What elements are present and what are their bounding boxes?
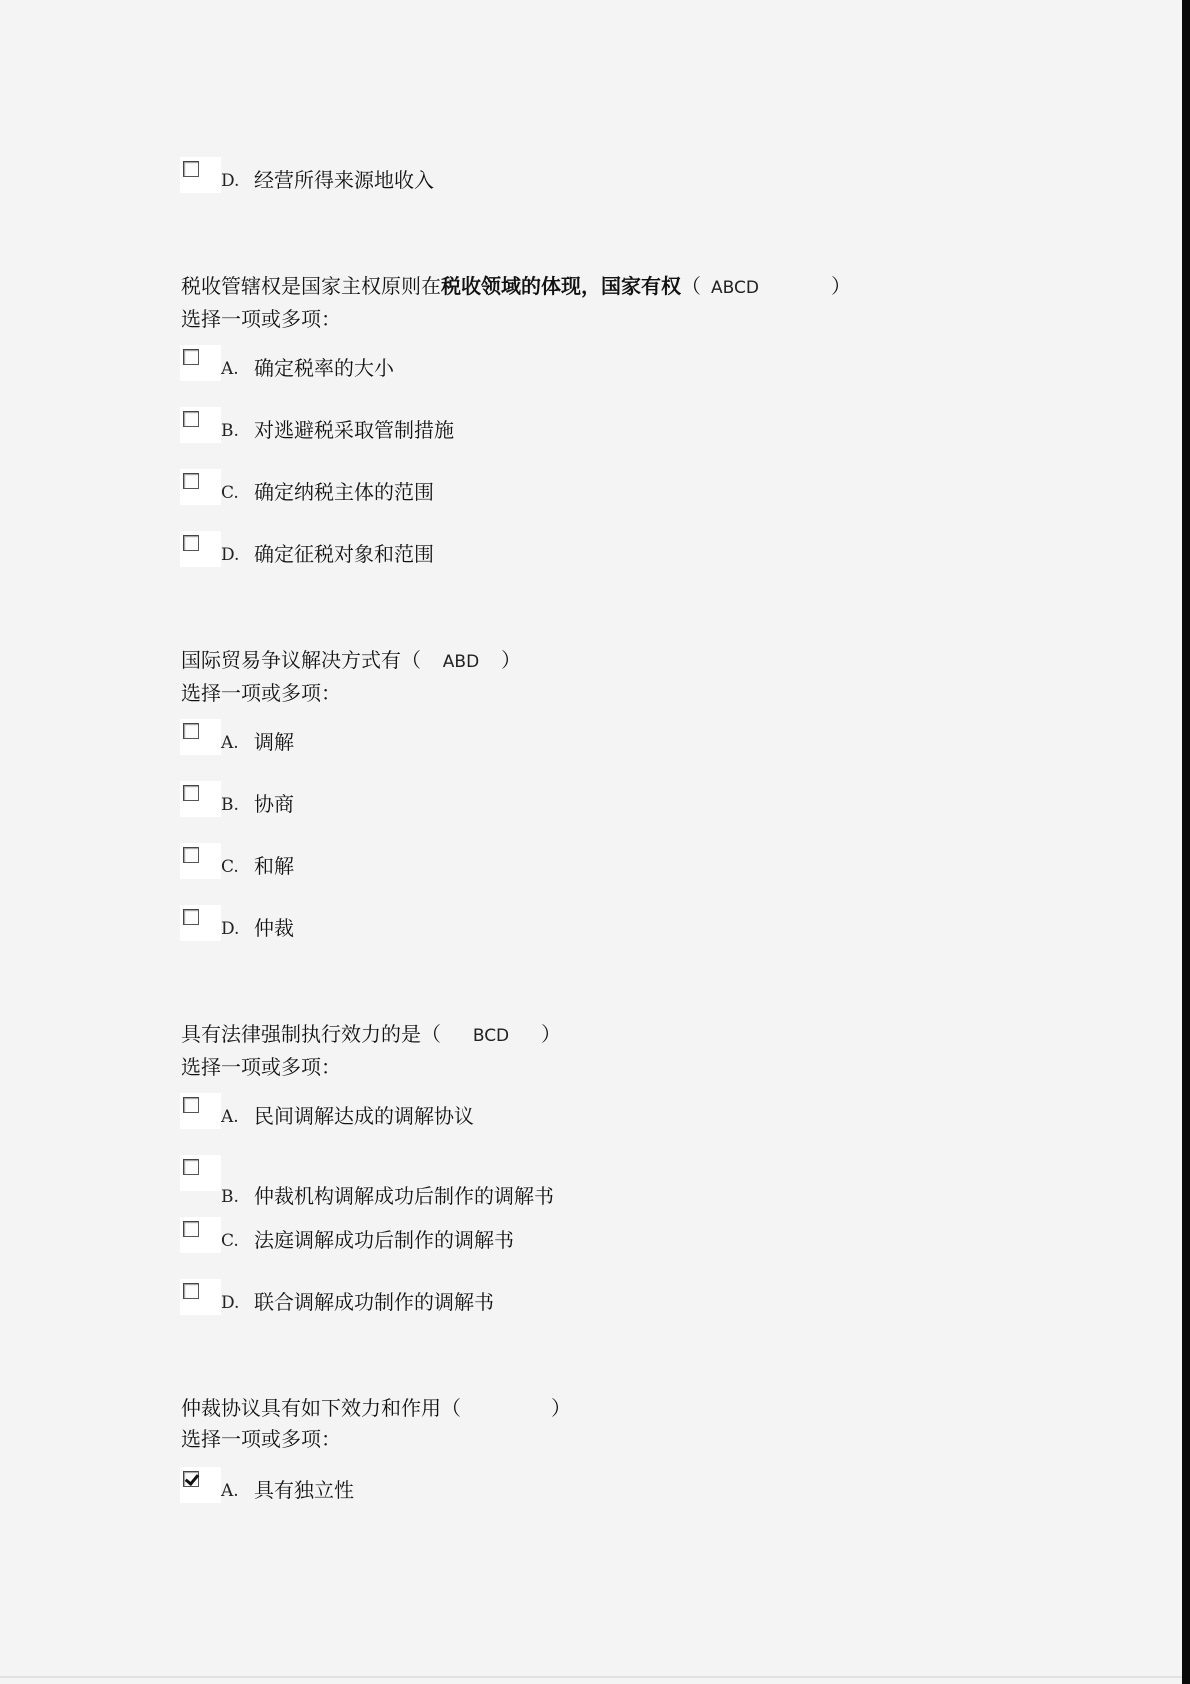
- option-label: 经营所得来源地收入: [254, 168, 434, 192]
- checkbox[interactable]: [183, 847, 199, 863]
- option-label: 协商: [254, 792, 294, 816]
- checkbox-cell: [180, 905, 221, 941]
- option-q1-d[interactable]: [180, 531, 880, 569]
- option-letter: C.: [221, 483, 239, 503]
- option-label: 对逃避税采取管制措施: [254, 418, 454, 442]
- checkbox-cell: [180, 157, 221, 193]
- checkbox-cell: [180, 781, 221, 817]
- option-letter: C.: [221, 1231, 239, 1251]
- checkbox[interactable]: [183, 161, 199, 177]
- question-4: [181, 1393, 941, 1455]
- question-text-part: 税收管辖权是国家主权原则在: [181, 274, 441, 298]
- option-q4-a[interactable]: [180, 1467, 880, 1505]
- checkbox-cell: [180, 531, 221, 567]
- paren-close: ）: [501, 648, 521, 672]
- option-label: 调解: [254, 730, 294, 754]
- option-letter: C.: [221, 857, 239, 877]
- option-letter: D.: [221, 1293, 240, 1313]
- checkbox[interactable]: [183, 349, 199, 365]
- question-hint: 选择一项或多项：: [181, 1427, 341, 1451]
- option-letter: A.: [221, 359, 239, 379]
- option-label: 和解: [254, 854, 294, 878]
- option-q2-c[interactable]: [180, 843, 880, 881]
- paren-close: ）: [831, 274, 851, 298]
- checkbox-cell: [180, 719, 221, 755]
- checkbox[interactable]: [183, 1097, 199, 1113]
- option-letter: A.: [221, 733, 239, 753]
- question-3: [181, 1019, 941, 1083]
- checkbox-cell: [180, 1279, 221, 1315]
- option-letter: A.: [221, 1107, 239, 1127]
- option-letter: D.: [221, 545, 240, 565]
- option-q3-a[interactable]: [180, 1093, 880, 1131]
- option-q3-d[interactable]: [180, 1279, 880, 1317]
- option-letter: B.: [221, 421, 239, 441]
- option-label: 具有独立性: [254, 1478, 354, 1502]
- paren-open: （: [681, 274, 701, 298]
- checkbox-cell: [180, 407, 221, 443]
- option-q3-c[interactable]: [180, 1217, 880, 1255]
- checkbox[interactable]: [183, 535, 199, 551]
- checkbox-cell: [180, 843, 221, 879]
- option-q1-a[interactable]: [180, 345, 880, 383]
- option-q2-b[interactable]: [180, 781, 880, 819]
- option-label: 确定纳税主体的范围: [254, 480, 434, 504]
- option-label: 联合调解成功制作的调解书: [254, 1290, 494, 1314]
- checkbox-cell: [180, 1217, 221, 1253]
- checkbox[interactable]: [183, 473, 199, 489]
- checkbox[interactable]: [183, 1471, 199, 1487]
- option-q1-c[interactable]: [180, 469, 880, 507]
- option-q3-b[interactable]: [180, 1155, 880, 1208]
- question-text: 具有法律强制执行效力的是（: [181, 1022, 441, 1046]
- page-bottom-edge: [0, 1676, 1182, 1678]
- question-hint: 选择一项或多项：: [181, 1055, 341, 1079]
- checkbox-cell: [180, 1155, 221, 1191]
- question-text: 国际贸易争议解决方式有（: [181, 648, 421, 672]
- option-label: 确定税率的大小: [254, 356, 394, 380]
- option-label: 仲裁机构调解成功后制作的调解书: [254, 1184, 554, 1208]
- checkbox[interactable]: [183, 909, 199, 925]
- checkbox[interactable]: [183, 785, 199, 801]
- option-letter: B.: [221, 795, 239, 815]
- option-label: 确定征税对象和范围: [254, 542, 434, 566]
- option-q1-b[interactable]: [180, 407, 880, 445]
- answer-text: ABD: [442, 652, 480, 672]
- checkbox-cell: [180, 345, 221, 381]
- question-2: [181, 645, 941, 709]
- checkbox-cell: [180, 1093, 221, 1129]
- option-label: 民间调解达成的调解协议: [254, 1104, 474, 1128]
- checkbox[interactable]: [183, 1283, 199, 1299]
- answer-text: ABCD: [711, 278, 759, 298]
- question-text-bold: 税收领域的体现，国家有权: [441, 274, 681, 298]
- paren-close: ）: [551, 1396, 571, 1420]
- question-hint: 选择一项或多项：: [181, 681, 341, 705]
- option-letter: A.: [221, 1481, 239, 1501]
- option-letter: D.: [221, 919, 240, 939]
- checkbox-cell: [180, 469, 221, 505]
- question-hint: 选择一项或多项：: [181, 307, 341, 331]
- answer-text: BCD: [472, 1026, 510, 1046]
- option-label: 法庭调解成功后制作的调解书: [254, 1228, 514, 1252]
- question-1: [181, 271, 941, 335]
- option-label: 仲裁: [254, 916, 294, 940]
- checkbox-cell: [180, 1467, 221, 1503]
- checkbox[interactable]: [183, 723, 199, 739]
- paren-close: ）: [541, 1022, 561, 1046]
- page-right-edge: [1182, 0, 1190, 1684]
- option-q2-d[interactable]: [180, 905, 880, 943]
- option-letter: D.: [221, 171, 240, 191]
- checkbox[interactable]: [183, 1159, 199, 1175]
- question-text: [181, 274, 681, 298]
- question-text: 仲裁协议具有如下效力和作用（: [181, 1396, 461, 1420]
- option-prev-d[interactable]: [180, 157, 880, 195]
- option-letter: B.: [221, 1187, 239, 1207]
- checkbox[interactable]: [183, 1221, 199, 1237]
- option-q2-a[interactable]: [180, 719, 880, 757]
- checkbox[interactable]: [183, 411, 199, 427]
